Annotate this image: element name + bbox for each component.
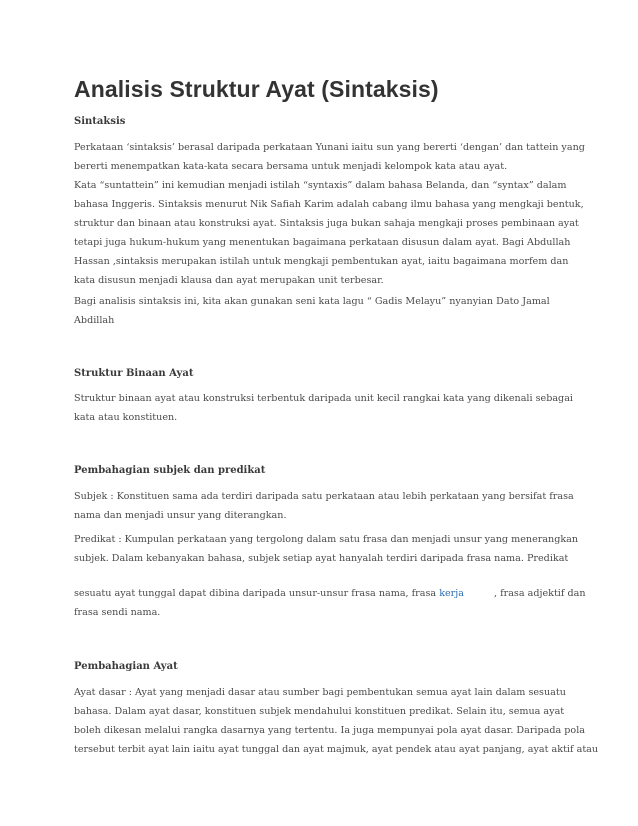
text-line: Subjek : Konstituen sama ada terdiri daripada satu perkataan atau lebih perkataan yang bersifat frasa (74, 491, 574, 502)
text-line: frasa sendi nama. (74, 607, 161, 618)
text-line: Struktur binaan ayat atau konstruksi terbentuk daripada unit kecil rangkai kata yang dikenali sebagai (74, 393, 573, 404)
heading-struktur-binaan: Struktur Binaan Ayat (74, 368, 194, 379)
text-line: Abdillah (74, 315, 115, 326)
text-line: nama dan menjadi unsur yang diterangkan. (74, 510, 287, 521)
text-line: tetapi juga hukum-hukum yang menentukan bagaimana perkataan disusun dalam ayat. Bagi Abdullah (74, 237, 571, 248)
paragraph-analisis (74, 292, 574, 330)
text-line: Kata “suntattein” ini kemudian menjadi istilah “syntaxis” dalam bahasa Belanda, dan “syntax” dalam (74, 180, 567, 191)
text-line: Ayat dasar : Ayat yang menjadi dasar atau sumber bagi pembentukan semua ayat lain dalam sesuatu (74, 687, 566, 698)
text-line: kata atau konstituen. (74, 412, 178, 423)
heading-subjek-predikat: Pembahagian subjek dan predikat (74, 465, 266, 476)
text-segment: , frasa adjektif dan (493, 588, 586, 599)
text-line: bahasa. Dalam ayat dasar, konstituen subjek mendahului konstituen predikat. Selain itu, semua ayat (74, 706, 565, 717)
paragraph-predikat-cont (74, 584, 586, 622)
text-line: bahasa Inggeris. Sintaksis menurut Nik Safiah Karim adalah cabang ilmu bahasa yang mengkaji bentuk, (74, 199, 584, 210)
text-line: Hassan ,sintaksis merupakan istilah untuk mengkaji pembentukan ayat, iaitu bagaimana morfem dan (74, 256, 569, 267)
paragraph-sintaksis (74, 138, 585, 290)
text-line: Bagi analisis sintaksis ini, kita akan gunakan seni kata lagu “ Gadis Melayu” nyanyian Dato Jamal (74, 296, 550, 307)
text-line: kata disusun menjadi klausa dan ayat merupakan unit terbesar. (74, 275, 384, 286)
text-line: boleh dikesan melalui rangka dasarnya yang tertentu. Ia juga mempunyai pola ayat dasar. Daripada pola (74, 725, 585, 736)
heading-pembahagian-ayat: Pembahagian Ayat (74, 661, 178, 672)
heading-sintaksis: Sintaksis (74, 116, 126, 127)
text-line: bererti menempatkan kata-kata secara bersama untuk menjadi kelompok kata atau ayat. (74, 161, 508, 172)
paragraph-predikat (74, 530, 579, 568)
text-line: Predikat : Kumpulan perkataan yang tergolong dalam satu frasa dan menjadi unsur yang menerangkan (74, 534, 579, 545)
text-line: subjek. Dalam kebanyakan bahasa, subjek setiap ayat hanyalah terdiri daripada frasa nama. Predikat (74, 553, 569, 564)
link-kerja[interactable]: kerja (439, 588, 464, 599)
text-line (74, 584, 586, 603)
text-line: struktur dan binaan atau konstruksi ayat. Sintaksis juga bukan sahaja mengkaji proses pembinaan ayat (74, 218, 579, 229)
paragraph-subjek (74, 487, 574, 525)
paragraph-struktur-binaan (74, 389, 574, 427)
paragraph-pembahagian-ayat (74, 683, 599, 759)
text-segment: sesuatu ayat tunggal dapat dibina daripada unsur-unsur frasa nama, frasa (74, 588, 440, 599)
text-line: tersebut terbit ayat lain iaitu ayat tunggal dan ayat majmuk, ayat pendek atau ayat panjang, ayat aktif atau (74, 744, 599, 755)
text-line: Perkataan ‘sintaksis’ berasal daripada perkataan Yunani iaitu sun yang bererti ‘dengan’ dan tattein yang (74, 142, 585, 153)
page-title: Analisis Struktur Ayat (Sintaksis) (74, 76, 439, 102)
